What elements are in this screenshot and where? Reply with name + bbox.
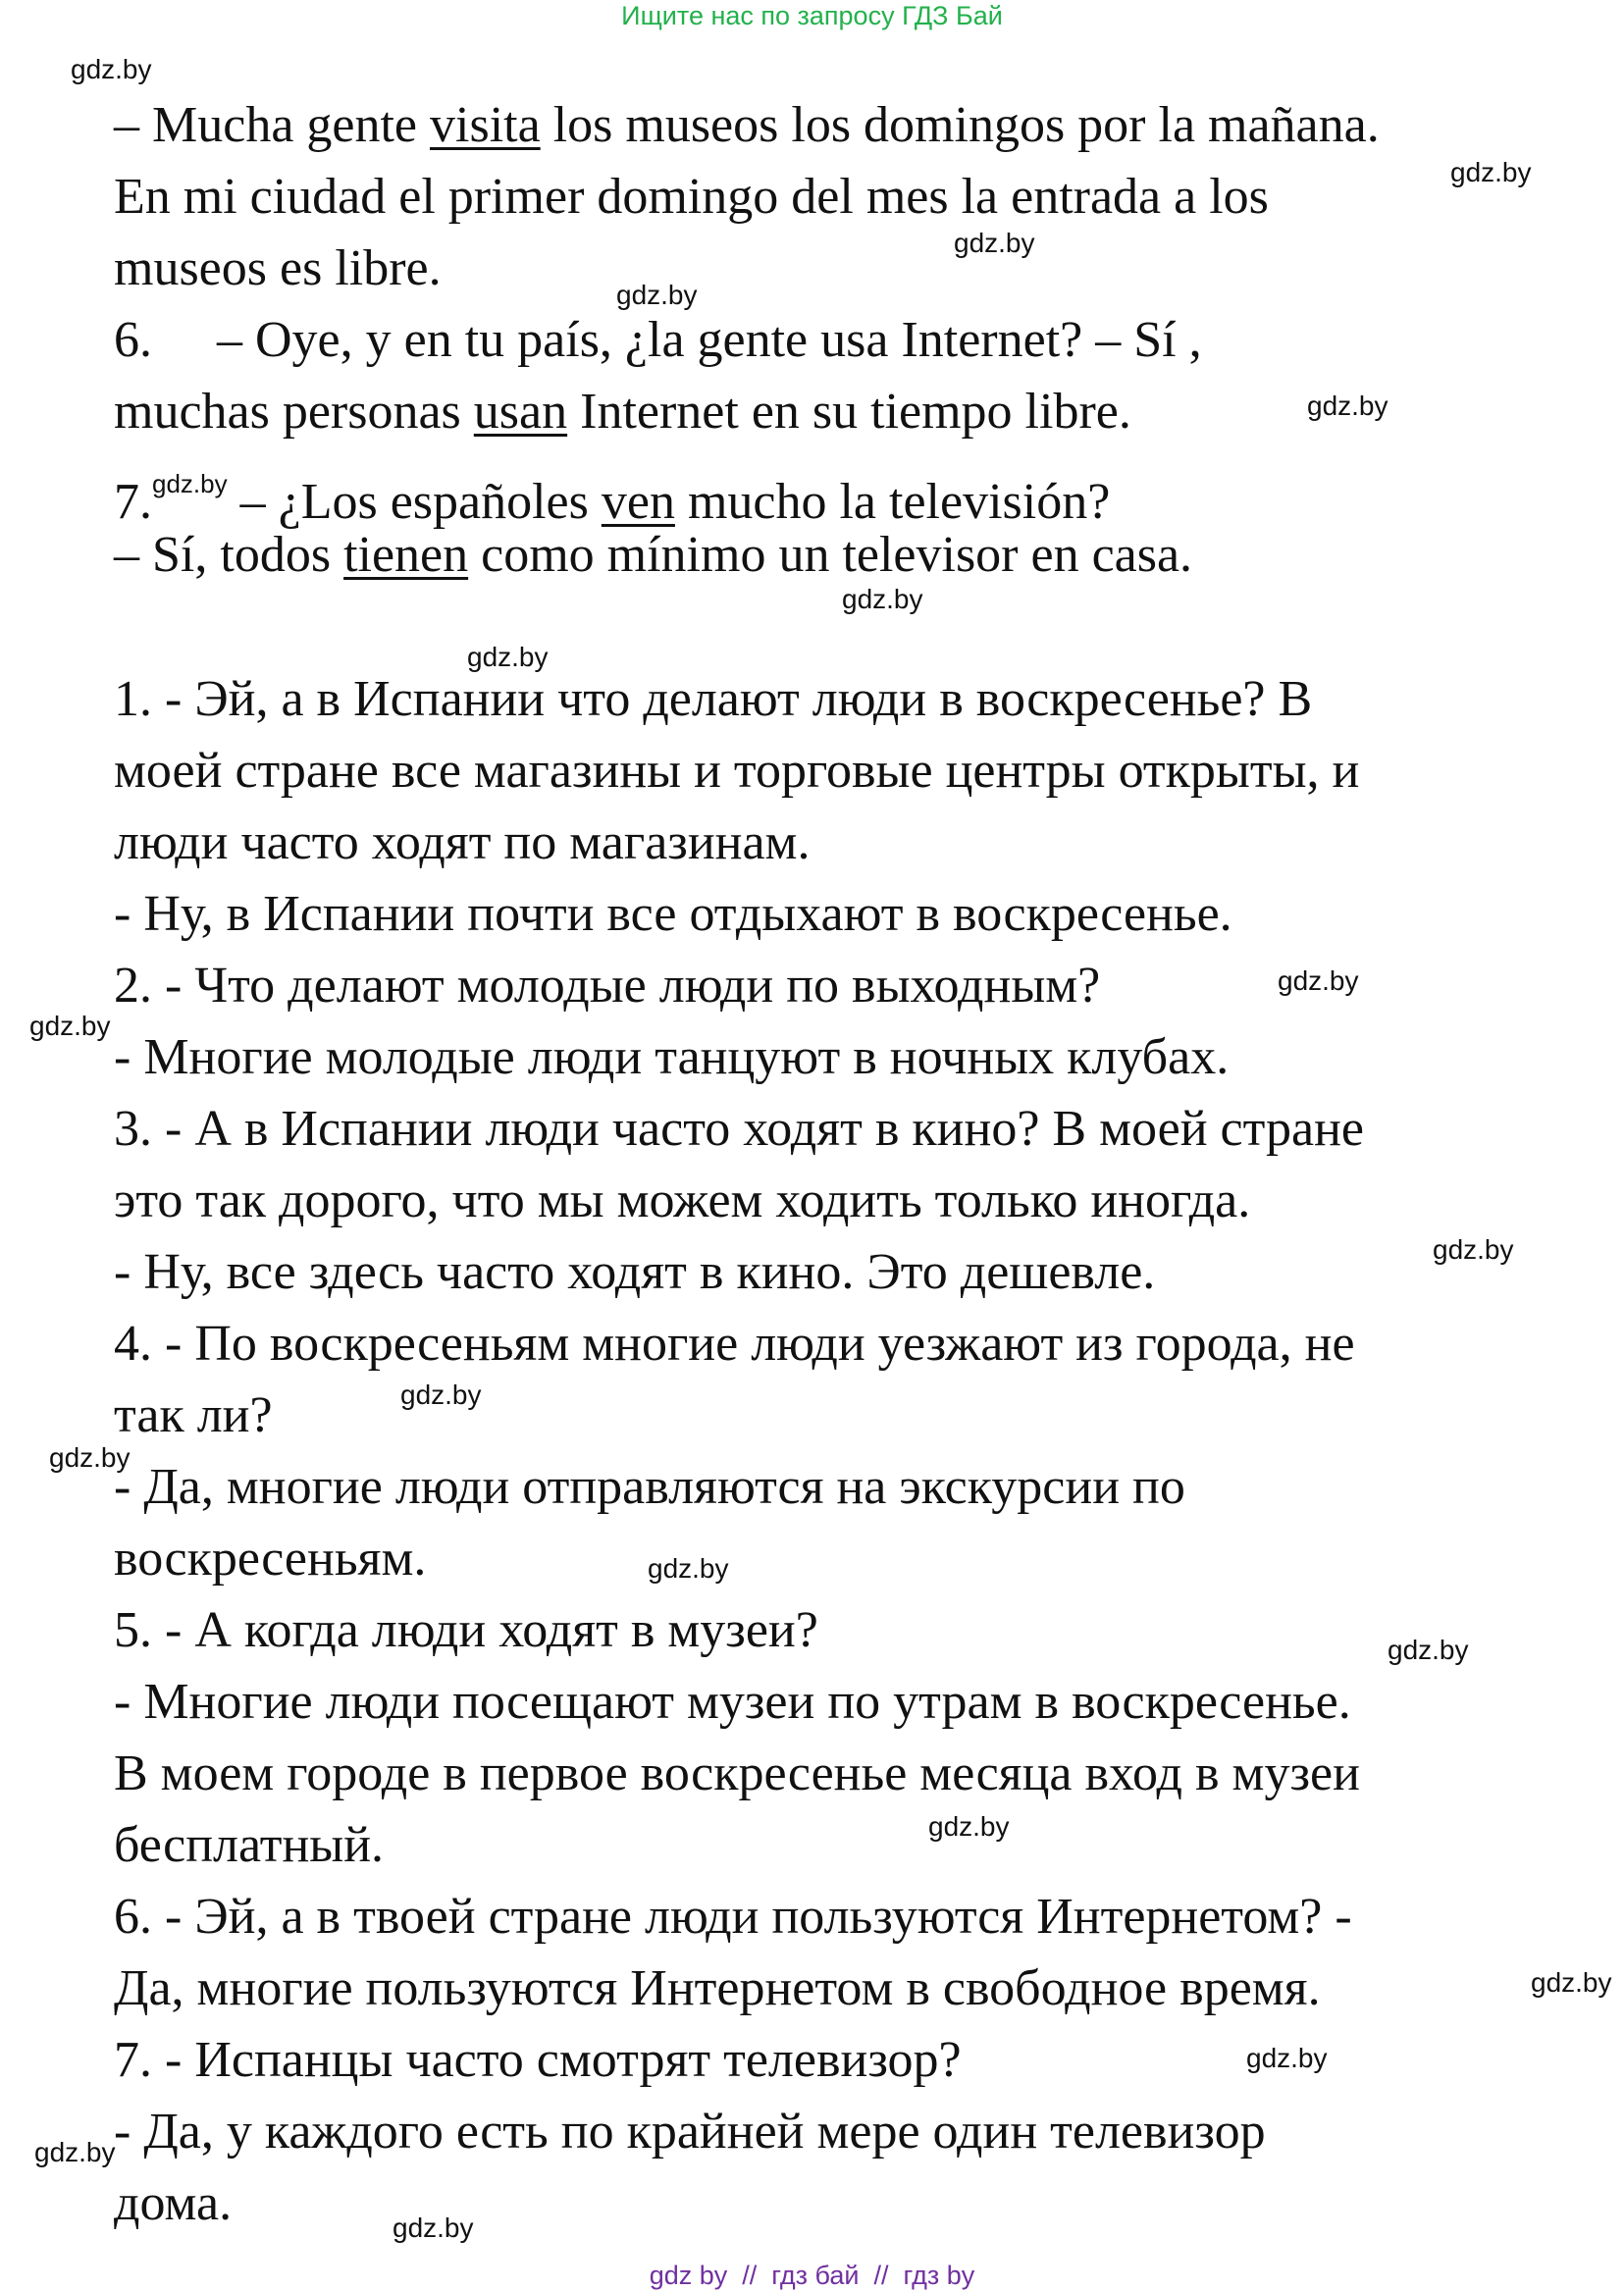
watermark: gdz.by — [1307, 391, 1388, 421]
russian-line-2: моей стране все магазины и торговые центры открыты, и — [114, 743, 1360, 799]
watermark: gdz.by — [393, 2213, 474, 2243]
watermark: gdz.by — [954, 228, 1035, 258]
russian-line-7: 3. - А в Испании люди часто ходят в кино? В моей стране — [114, 1101, 1364, 1157]
russian-line-9: - Ну, все здесь часто ходят в кино. Это дешевле. — [114, 1244, 1156, 1300]
russian-line-4: - Ну, в Испании почти все отдыхают в воскресенье. — [114, 886, 1232, 942]
spanish-line-2: En mi ciudad el primer domingo del mes la entrada a los — [114, 169, 1269, 225]
watermark: gdz.by — [400, 1380, 482, 1410]
watermark: gdz.by — [928, 1811, 1010, 1842]
text-segment: como mínimo un televisor en casa. — [468, 527, 1193, 583]
russian-line-1: 1. - Эй, а в Испании что делают люди в воскресенье? В — [114, 671, 1313, 727]
underlined-verb: usan — [473, 384, 568, 440]
russian-line-18: 6. - Эй, а в твоей стране люди пользуются Интернетом? - — [114, 1889, 1352, 1945]
underlined-verb: ven — [601, 474, 675, 530]
watermark: gdz.by — [648, 1553, 729, 1584]
russian-line-15: - Многие люди посещают музеи по утрам в воскресенье. — [114, 1674, 1351, 1730]
russian-line-12: - Да, многие люди отправляются на экскурсии по — [114, 1459, 1185, 1515]
text-segment: los museos los domingos por la mañana. — [540, 97, 1380, 153]
text-segment: Internet en su tiempo libre. — [567, 384, 1131, 440]
watermark: gdz.by — [1450, 157, 1532, 187]
watermark: gdz.by — [1388, 1635, 1469, 1665]
text-segment: muchas personas — [114, 384, 474, 440]
text-segment: – Mucha gente — [114, 97, 431, 153]
russian-line-5: 2. - Что делают молодые люди по выходным? — [114, 958, 1101, 1014]
russian-line-6: - Многие молодые люди танцуют в ночных клубах. — [114, 1029, 1230, 1085]
watermark: gdz.by — [1246, 2043, 1328, 2073]
watermark: gdz.by — [29, 1011, 111, 1041]
watermark: gdz.by — [1531, 1967, 1612, 1998]
russian-line-19: Да, многие пользуются Интернетом в свободное время. — [114, 1960, 1321, 2016]
watermark: gdz.by — [1278, 965, 1359, 996]
text-segment: – Oye, y en tu país, ¿la gente usa Internet? – Sí , — [217, 312, 1202, 368]
spanish-line-5 — [114, 383, 1131, 442]
russian-line-13: воскресеньям. — [114, 1531, 427, 1587]
text-segment: mucho la televisión? — [674, 474, 1111, 530]
watermark: gdz.by — [842, 584, 923, 614]
underlined-verb: tienen — [343, 527, 469, 583]
bottom-banner: gdz by // гдз бай // гдз by — [649, 2261, 975, 2290]
spanish-line-7 — [114, 526, 1192, 585]
russian-line-16: В моем городе в первое воскресенье месяца вход в музеи — [114, 1745, 1360, 1801]
russian-line-11: так ли? — [114, 1387, 273, 1443]
spanish-line-4 — [114, 311, 1202, 370]
watermark: gdz.by — [616, 280, 698, 310]
russian-line-3: люди часто ходят по магазинам. — [114, 814, 811, 870]
top-banner: Ищите нас по запросу ГДЗ Бай — [621, 1, 1003, 30]
russian-line-20: 7. - Испанцы часто смотрят телевизор? — [114, 2032, 962, 2088]
russian-line-8: это так дорого, что мы можем ходить только иногда. — [114, 1172, 1251, 1228]
text-segment: – ¿Los españoles — [227, 474, 602, 530]
watermark: gdz.by — [71, 54, 152, 84]
russian-line-10: 4. - По воскресеньям многие люди уезжают из города, не — [114, 1316, 1355, 1372]
watermark-inline: gdz.by — [152, 469, 228, 498]
spanish-line-3: museos es libre. — [114, 240, 442, 296]
watermark: gdz.by — [34, 2137, 116, 2167]
item-number: 6. — [114, 312, 152, 368]
watermark: gdz.by — [1433, 1234, 1514, 1265]
text-segment: – Sí, todos — [114, 527, 344, 583]
item-number: 7. — [114, 474, 152, 530]
spanish-line-1 — [114, 96, 1380, 155]
watermark: gdz.by — [49, 1442, 131, 1473]
russian-line-22: дома. — [114, 2175, 233, 2231]
russian-line-21: - Да, у каждого есть по крайней мере один телевизор — [114, 2104, 1266, 2160]
spanish-line-6 — [114, 454, 1110, 532]
watermark: gdz.by — [467, 642, 549, 672]
russian-line-14: 5. - А когда люди ходят в музеи? — [114, 1602, 818, 1658]
russian-line-17: бесплатный. — [114, 1817, 385, 1873]
underlined-verb: visita — [430, 97, 541, 153]
